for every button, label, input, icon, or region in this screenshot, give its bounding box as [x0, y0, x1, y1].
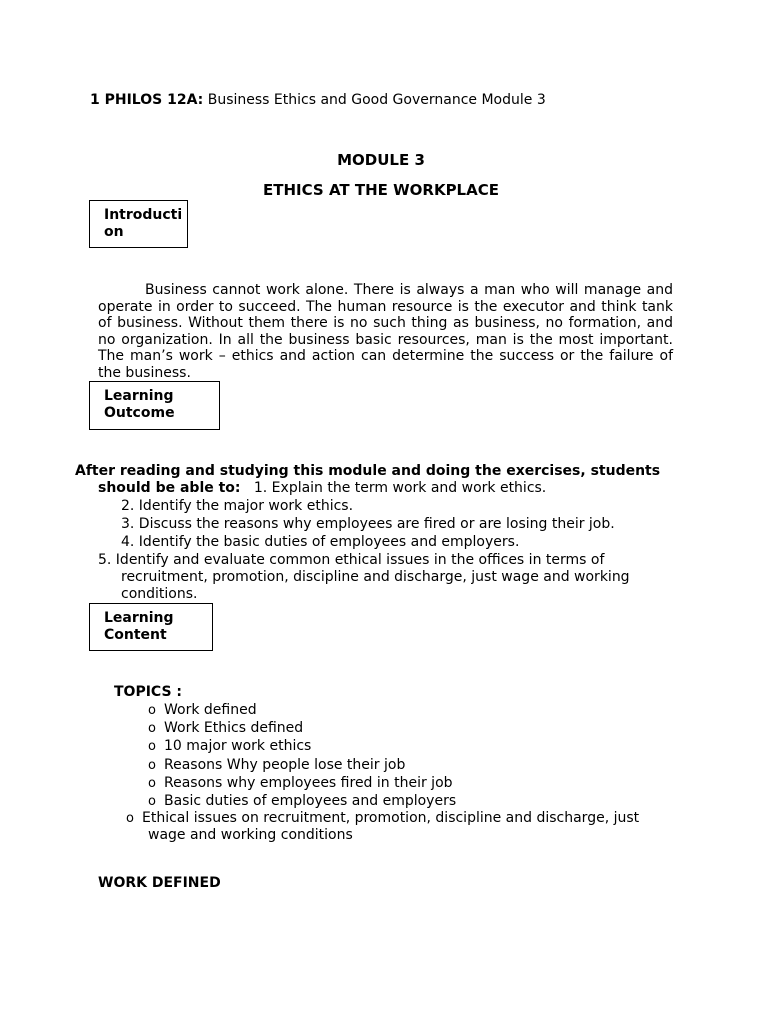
topic-label: Work Ethics defined: [164, 720, 304, 737]
bullet-icon: o: [148, 757, 156, 773]
learning-outcome-label-box: [89, 381, 220, 430]
learning-content-label-box: [89, 603, 213, 651]
section-heading-work-defined: WORK DEFINED: [98, 875, 221, 891]
course-code: 1 PHILOS 12A:: [90, 92, 204, 108]
list-item: [148, 738, 456, 756]
objective-4: 4. Identify the basic duties of employees and employers.: [121, 534, 520, 550]
topic-label-continuation: wage and working conditions: [148, 827, 353, 843]
objective-5-line1: 5. Identify and evaluate common ethical issues in the offices in terms of: [98, 552, 605, 568]
topic-label: Reasons why employees fired in their job: [164, 774, 453, 791]
objective-5-line2: recruitment, promotion, discipline and discharge, just wage and working: [121, 569, 630, 585]
bullet-icon: o: [148, 775, 156, 791]
module-title: ETHICS AT THE WORKPLACE: [263, 181, 499, 199]
list-item: [148, 775, 456, 793]
list-item: [126, 810, 666, 844]
module-number: MODULE 3: [337, 151, 425, 169]
objective-5-line3: conditions.: [121, 586, 198, 602]
course-title: Business Ethics and Good Governance Module 3: [207, 92, 546, 108]
bullet-icon: o: [148, 721, 156, 737]
outcome-intro-lead: should be able to:: [98, 480, 241, 496]
topic-label: Basic duties of employees and employers: [164, 792, 457, 809]
introduction-label-box: [89, 200, 188, 248]
list-item: [148, 757, 456, 775]
topic-label: Work defined: [164, 702, 257, 718]
learning-outcome-label-line1: Learning: [104, 388, 174, 404]
introduction-label-line2: on: [104, 224, 124, 240]
bullet-icon: o: [148, 739, 156, 755]
topics-heading: TOPICS :: [114, 684, 183, 700]
topic-label: 10 major work ethics: [164, 738, 312, 755]
outcome-intro-line1: After reading and studying this module and doing the exercises, students: [75, 463, 661, 479]
introduction-paragraph: Business cannot work alone. There is always a man who will manage and operate in order to succeed. The human resource is the executor and think tank of business. Without them there is no such thing as business, no formation, and no organization. In all the business basic resources, man is the most important. The man’s work – ethics and action can determine the success or the failure of the business.: [98, 282, 673, 381]
learning-outcome-intro: [75, 463, 695, 497]
list-item: [148, 702, 456, 720]
document-header: [90, 92, 546, 109]
objective-5: [98, 552, 658, 603]
outcome-intro-line2: [75, 480, 695, 497]
learning-content-label-line1: Learning: [104, 610, 174, 626]
objective-3: 3. Discuss the reasons why employees are fired or are losing their job.: [121, 516, 615, 532]
objective-1: 1. Explain the term work and work ethics.: [253, 480, 547, 496]
topic-list: [148, 702, 456, 811]
introduction-label-line1: Introducti: [104, 207, 183, 223]
list-item: [148, 793, 456, 811]
bullet-icon: o: [126, 811, 134, 826]
topic-label: Reasons Why people lose their job: [164, 756, 406, 773]
learning-content-label-line2: Content: [104, 627, 167, 643]
list-item: [148, 720, 456, 738]
topic-label: Ethical issues on recruitment, promotion, discipline and discharge, just: [142, 810, 640, 826]
learning-outcome-label-line2: Outcome: [104, 405, 175, 421]
bullet-icon: o: [148, 703, 156, 718]
bullet-icon: o: [148, 793, 156, 809]
objective-2: 2. Identify the major work ethics.: [121, 498, 354, 514]
